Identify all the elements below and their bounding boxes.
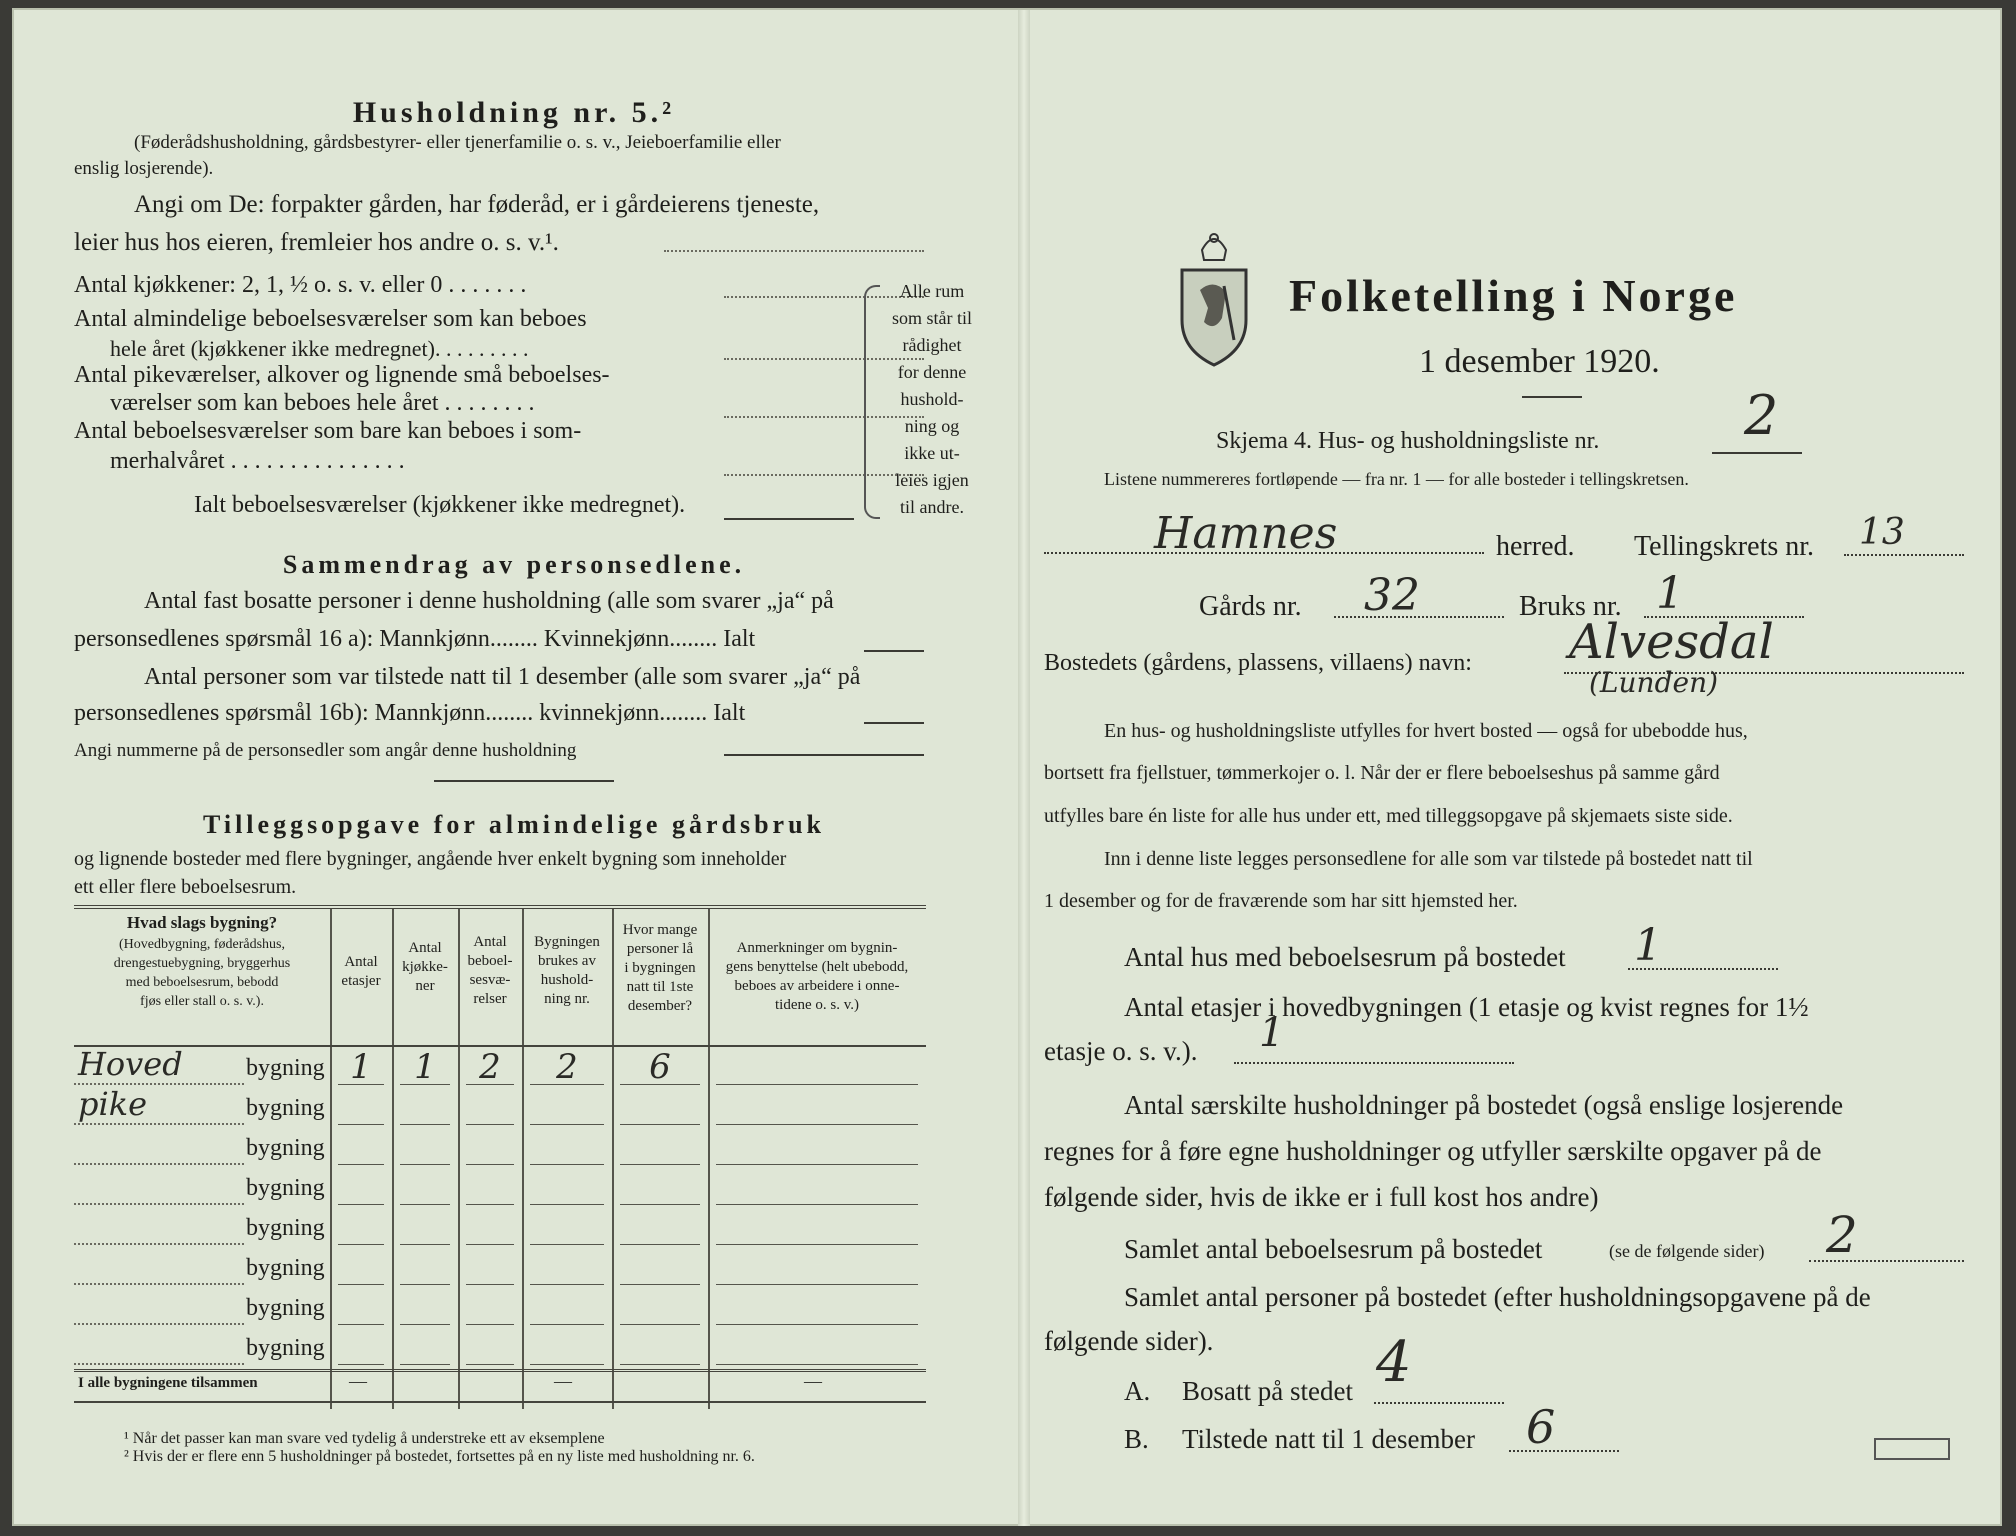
norway-coat-of-arms-icon — [1174, 220, 1254, 370]
alm-question-line2: hele året (kjøkkener ikke medregnet). . . . . . . . . — [110, 336, 529, 361]
cell-anmerkning-line — [716, 1364, 918, 1365]
cell-line — [530, 1324, 604, 1325]
gards-label: Gårds nr. — [1199, 591, 1302, 622]
brace-note-line: Alle rum — [899, 281, 965, 301]
col-header-anmerkninger — [708, 939, 926, 1015]
tellingskrets-value: 13 — [1859, 512, 1905, 553]
cell-anmerkning-line — [716, 1124, 918, 1125]
cell-line — [466, 1244, 514, 1245]
col-header-beboelsesvaerelser — [458, 933, 522, 1009]
bosted-value: Alvesdal — [1569, 614, 1774, 670]
cell-line — [338, 1204, 384, 1205]
th2-line: sesvæ- — [469, 972, 511, 988]
page-fold — [1018, 10, 1030, 1526]
rooms-brace-note — [882, 278, 982, 521]
th4-line: personer lå — [626, 941, 694, 957]
th3-line: Bygningen — [534, 934, 600, 950]
cell-line — [338, 1164, 384, 1165]
th5-line: gens benyttelse (helt ubebodd, — [725, 959, 909, 975]
cell-line — [338, 1124, 384, 1125]
hus-label: Antal hus med beboelsesrum på bostedet — [1124, 942, 1566, 972]
brace-note-line: ning og — [904, 416, 960, 436]
th-sub-line: (Hovedbygning, føderådshus, — [118, 937, 286, 952]
cell-line — [530, 1284, 604, 1285]
table-row — [74, 1129, 926, 1169]
cell-line — [400, 1204, 450, 1205]
nummer-line: Angi nummerne på de personsedler som angår denne husholdning — [74, 740, 577, 761]
printer-stamp — [1874, 1438, 1950, 1460]
etasjer-answer-line — [1234, 1062, 1514, 1064]
household-subtitle-line1: (Føderådshusholdning, gårdsbestyrer- eller tjenerfamilie o. s. v., Jeieboerfamilie eller — [134, 132, 781, 153]
table-row — [74, 1045, 926, 1089]
footnote-1: ¹ Når det passer kan man svare ved tydelig å understreke ett av eksemplene — [124, 1430, 605, 1447]
th1-line: kjøkke- — [402, 959, 448, 975]
samlet-rum-note: (se de følgende sider) — [1609, 1241, 1765, 1261]
bosatt-answer-line — [1374, 1402, 1504, 1404]
building-name-line — [74, 1163, 244, 1165]
saerskilte-line2: regnes for å føre egne husholdninger og utfyller særskilte opgaver på de — [1044, 1136, 1822, 1166]
building-label: bygning — [246, 1135, 325, 1161]
th5-line: tidene o. s. v.) — [774, 997, 859, 1013]
brace-note-line: til andre. — [900, 497, 964, 517]
para1-line3: utfylles bare én liste for alle hus under ett, med tilleggsopgave på skjemaets siste side. — [1044, 805, 1733, 827]
kjokkener-question: Antal kjøkkener: 2, 1, ½ o. s. v. eller 0 . . . . . . . — [74, 272, 527, 298]
building-name-line — [74, 1243, 244, 1245]
building-name-line — [74, 1123, 244, 1125]
pike-question-line2: værelser som kan beboes hele året . . . . . . . . — [110, 390, 535, 416]
bosatt-value: 4 — [1376, 1330, 1412, 1395]
tillegg-title: Tilleggsopgave for almindelige gårdsbruk — [202, 810, 826, 839]
cell-line — [530, 1164, 604, 1165]
cell-anmerkning-line — [716, 1244, 918, 1245]
th2-line: Antal — [473, 934, 507, 950]
household-subtitle-line2: enslig losjerende). — [74, 158, 214, 179]
tilstede-letter: B. — [1124, 1424, 1149, 1454]
cell-line — [466, 1124, 514, 1125]
buildings-table — [74, 905, 926, 1409]
total-label: I alle bygningene tilsammen — [78, 1375, 258, 1391]
cell-line — [530, 1364, 604, 1365]
cell-line — [400, 1124, 450, 1125]
pike-question-line1: Antal pikeværelser, alkover og lignende små beboelses- — [74, 362, 610, 388]
brace-note-line: hushold- — [900, 389, 964, 409]
herred-label: herred. — [1496, 531, 1575, 562]
table-row — [74, 1169, 926, 1209]
para1-line1: En hus- og husholdningsliste utfylles for hvert bosted — også for ubebodde hus, — [1104, 720, 1748, 742]
bosatt-label: Bosatt på stedet — [1182, 1376, 1353, 1406]
bosatt-letter: A. — [1124, 1376, 1151, 1406]
skjema-value: 2 — [1744, 384, 1779, 447]
building-name-line — [74, 1203, 244, 1205]
nummer-answer-line — [724, 754, 924, 756]
cell-hush: 2 — [556, 1047, 578, 1087]
th2-line: relser — [473, 991, 507, 1007]
fast-line1: Antal fast bosatte personer i denne husholdning (alle som svarer „ja“ på — [144, 588, 834, 614]
alm-question-line1: Antal almindelige beboelsesværelser som kan beboes — [74, 306, 587, 332]
building-name: Hoved — [78, 1045, 183, 1083]
household-title: Husholdning nr. 5.² — [352, 96, 676, 129]
cell-line — [620, 1284, 700, 1285]
th3-line: brukes av — [538, 953, 596, 969]
cell-line — [466, 1204, 514, 1205]
right-page — [1044, 10, 1974, 1526]
etasjer-value: 1 — [1259, 1010, 1285, 1056]
cell-line — [400, 1324, 450, 1325]
cell-line — [400, 1284, 450, 1285]
building-label: bygning — [246, 1295, 325, 1321]
table-row — [74, 1085, 926, 1129]
tilstede-line1: Antal personer som var tilstede natt til 1 desember (alle som svarer „ja“ på — [144, 664, 861, 690]
building-name: pike — [78, 1085, 148, 1123]
th-sub-line: drengestuebygning, bryggerhus — [113, 956, 291, 971]
cell-anmerkning-line — [716, 1204, 918, 1205]
table-row — [74, 1329, 926, 1369]
col-header-kjokkener — [392, 939, 458, 996]
cell-line — [400, 1164, 450, 1165]
bosted-label: Bostedets (gårdens, plassens, villaens) navn: — [1044, 650, 1472, 676]
th5-line: beboes av arbeidere i onne- — [734, 978, 900, 994]
th-sub-line: fjøs eller stall o. s. v.). — [140, 994, 264, 1009]
col-header-etasjer — [330, 953, 392, 991]
cell-line — [466, 1324, 514, 1325]
cell-line — [400, 1244, 450, 1245]
etasjer-line1: Antal etasjer i hovedbygningen (1 etasje og kvist regnes for 1½ — [1124, 992, 1809, 1022]
cell-line — [620, 1324, 700, 1325]
sommer-question-line1: Antal beboelsesværelser som bare kan beboes i som- — [74, 418, 582, 444]
cell-pers: 6 — [649, 1047, 671, 1087]
tilstede-label: Tilstede natt til 1 desember — [1182, 1424, 1475, 1454]
brace-note-line: som står til — [892, 308, 972, 328]
cell-line — [530, 1244, 604, 1245]
cell-line — [530, 1204, 604, 1205]
building-label: bygning — [246, 1255, 325, 1281]
cell-anmerkning-line — [716, 1084, 918, 1085]
brace-note-line: rådighet — [902, 335, 962, 355]
building-label: bygning — [246, 1175, 325, 1201]
fast-line2: personsedlenes spørsmål 16 a): Mannkjønn........ Kvinnekjønn........ Ialt — [74, 626, 756, 652]
tillegg-line1: og lignende bosteder med flere bygninger, angående hver enkelt bygning som inneholder — [74, 848, 787, 870]
th1-line: ner — [415, 978, 435, 994]
bruks-label: Bruks nr. — [1519, 591, 1622, 622]
building-label: bygning — [246, 1335, 325, 1361]
cell-line — [338, 1244, 384, 1245]
angi-answer-line — [664, 248, 924, 252]
total-etasjer: — — [349, 1371, 367, 1391]
rooms-brace — [864, 285, 880, 519]
cell-line — [530, 1124, 604, 1125]
brace-note-line: ikke ut- — [904, 443, 960, 463]
angi-line2: leier hus hos eieren, fremleier hos andre o. s. v.¹. — [74, 229, 559, 256]
brace-note-line: leies igjen — [895, 470, 969, 490]
cell-line — [400, 1364, 450, 1365]
th4-line: natt til 1ste — [626, 979, 694, 995]
th4-line: desember? — [627, 998, 693, 1014]
saerskilte-line3: følgende sider, hvis de ikke er i full kost hos andre) — [1044, 1182, 1599, 1212]
th2-line: beboel- — [467, 953, 513, 969]
tellingskrets-answer-line — [1844, 554, 1964, 556]
para1-line2: bortsett fra fjellstuer, tømmerkojer o. l. Når der er flere beboelseshus på samme gård — [1044, 762, 1720, 784]
bosted-value-2: (Lunden) — [1589, 666, 1719, 699]
samlet-rum-value: 2 — [1826, 1206, 1858, 1264]
skjema-answer-line — [1712, 452, 1802, 454]
date-underline — [1522, 396, 1582, 398]
cell-rum: 2 — [479, 1047, 501, 1087]
cell-line — [620, 1164, 700, 1165]
census-title: Folketelling i Norge — [1289, 270, 1738, 321]
listene-note: Listene nummereres fortløpende — fra nr. 1 — for alle bosteder i tellingskretsen. — [1104, 469, 1689, 489]
tilstede-line2: personsedlenes spørsmål 16b): Mannkjønn........ kvinnekjønn........ Ialt — [74, 700, 746, 726]
left-page — [64, 10, 984, 1526]
th5-line: Anmerkninger om bygnin- — [736, 940, 898, 956]
col-header-bygning-sub — [74, 935, 330, 1011]
sommer-question-line2: merhalvåret . . . . . . . . . . . . . . . — [110, 448, 405, 474]
para2-line1: Inn i denne liste legges personsedlene for alle som var tilstede på bostedet natt til — [1104, 848, 1753, 870]
building-label: bygning — [246, 1215, 325, 1241]
footnote-2: ² Hvis der er flere enn 5 husholdninger på bostedet, fortsettes på en ny liste med husholdning nr. 6. — [124, 1448, 755, 1465]
building-label: bygning — [246, 1055, 325, 1081]
cell-line — [466, 1364, 514, 1365]
cell-anmerkning-line — [716, 1284, 918, 1285]
cell-line — [466, 1164, 514, 1165]
building-name-line — [74, 1283, 244, 1285]
th4-line: Hvor mange — [622, 922, 698, 938]
cell-line — [466, 1284, 514, 1285]
tellingskrets-label: Tellingskrets nr. — [1634, 531, 1815, 562]
skjema-label: Skjema 4. Hus- og husholdningsliste nr. — [1216, 428, 1600, 454]
saerskilte-line1: Antal særskilte husholdninger på bostedet (også enslige losjerende — [1124, 1090, 1844, 1120]
cell-anmerkning-line — [716, 1164, 918, 1165]
section-divider — [434, 780, 614, 782]
tilstede-value: 6 — [1526, 1400, 1556, 1454]
fast-ialt-line — [864, 650, 924, 652]
building-name-line — [74, 1323, 244, 1325]
ialt-rooms-line — [724, 518, 854, 520]
cell-line — [620, 1244, 700, 1245]
tillegg-line2: ett eller flere beboelsesrum. — [74, 876, 297, 898]
cell-line — [338, 1364, 384, 1365]
census-date: 1 desember 1920. — [1419, 343, 1660, 380]
samlet-pers-line2: følgende sider). — [1044, 1326, 1214, 1356]
col-header-personer — [612, 921, 708, 1016]
cell-etasjer: 1 — [350, 1047, 372, 1087]
cell-line — [620, 1364, 700, 1365]
th0-line: Antal — [344, 954, 378, 970]
th3-line: ning nr. — [544, 991, 590, 1007]
th3-line: hushold- — [540, 972, 594, 988]
col-header-bygning: Hvad slags bygning? — [126, 913, 278, 932]
sammendrag-title: Sammendrag av personsedlene. — [282, 550, 746, 579]
bruks-value: 1 — [1656, 568, 1684, 619]
th4-line: i bygningen — [624, 960, 696, 976]
cell-kjokkener: 1 — [414, 1047, 436, 1087]
th0-line: etasjer — [341, 973, 381, 989]
etasjer-line2: etasje o. s. v.). — [1044, 1036, 1198, 1066]
census-form-sheet — [12, 8, 2002, 1526]
para2-line2: 1 desember og for de fraværende som har sitt hjemsted her. — [1044, 890, 1518, 912]
tilstede-ialt-line — [864, 722, 924, 724]
cell-anmerkning-line — [716, 1324, 918, 1325]
brace-note-line: for denne — [897, 362, 967, 382]
cell-line — [620, 1204, 700, 1205]
hus-value: 1 — [1634, 920, 1662, 971]
ialt-rooms-label: Ialt beboelsesværelser (kjøkkener ikke medregnet). — [194, 492, 686, 518]
table-row — [74, 1249, 926, 1289]
building-name-line — [74, 1363, 244, 1365]
cell-line — [620, 1124, 700, 1125]
th1-line: Antal — [408, 940, 442, 956]
total-anmerkninger: — — [804, 1371, 822, 1391]
cell-line — [338, 1324, 384, 1325]
building-label: bygning — [246, 1095, 325, 1121]
table-row — [74, 1209, 926, 1249]
herred-value: Hamnes — [1154, 508, 1338, 559]
cell-line — [338, 1284, 384, 1285]
total-husholdning: — — [554, 1371, 572, 1391]
angi-line1: Angi om De: forpakter gården, har føderåd, er i gårdeierens tjeneste, — [134, 191, 820, 218]
samlet-pers-line1: Samlet antal personer på bostedet (efter husholdningsopgavene på de — [1124, 1282, 1871, 1312]
th-sub-line: med beboelsesrum, bebodd — [125, 975, 279, 990]
samlet-rum-label: Samlet antal beboelsesrum på bostedet — [1124, 1234, 1543, 1264]
col-header-husholdning-nr — [522, 933, 612, 1009]
gards-value: 32 — [1364, 570, 1420, 621]
table-row — [74, 1289, 926, 1329]
